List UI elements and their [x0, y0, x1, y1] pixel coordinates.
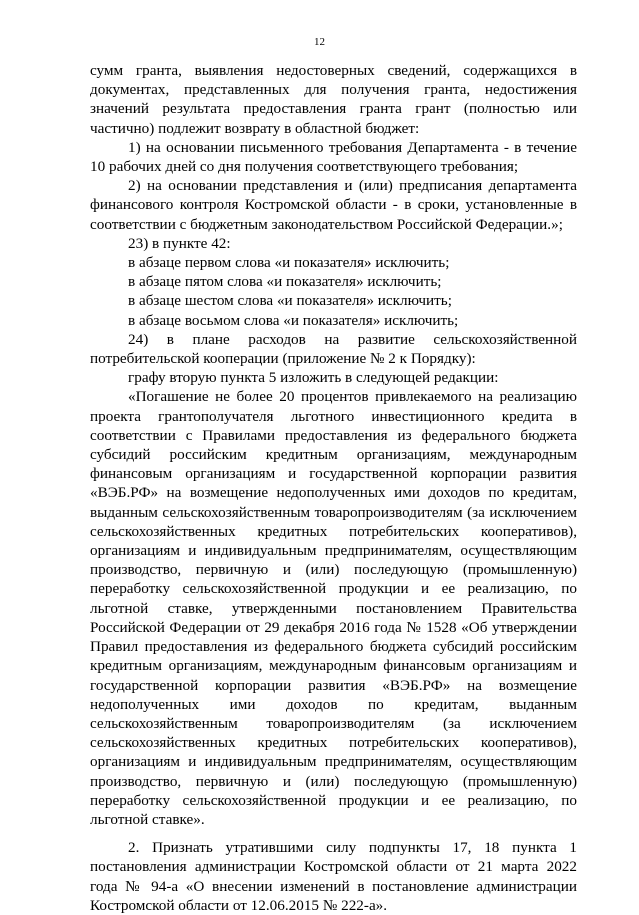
paragraph-sixth-abzac: в абзаце шестом слова «и показателя» исключить; — [128, 292, 452, 310]
paragraph-grant-refund-intro: сумм гранта, выявления недостоверных сведений, содержащихся в документах, представленных для получения гранта, недостижения значений результата предоставления гранта грант (полностью или частично) подлежит возврату в областной бюджет: — [90, 62, 577, 137]
paragraph-eighth-abzac: в абзаце восьмом слова «и показателя» исключить; — [128, 311, 459, 329]
paragraph-repeal: 2. Признать утратившими силу подпункты 17, 18 пункта 1 постановления администрации Костромской области от 21 марта 2022 года № 94-а «О внесении изменений в постановление администрации Костромской области от 12.06.2015 № 222-а». — [90, 839, 577, 914]
paragraph-column-two: графу вторую пункта 5 изложить в следующей редакции: — [128, 369, 499, 387]
paragraph-item-2: 2) на основании представления и (или) предписания департамента финансового контроля Костромской области - в сроки, установленные в соответствии с бюджетным законодательством Российской Федерации.»; — [90, 177, 577, 233]
paragraph-item-24: 24) в плане расходов на развитие сельскохозяйственной потребительской кооперации (приложение № 2 к Порядку): — [90, 330, 577, 368]
document-body — [90, 61, 577, 915]
page-number: 12 — [314, 36, 325, 48]
paragraph-item-23: 23) в пункте 42: — [128, 234, 231, 252]
paragraph-quoted-text: «Погашение не более 20 процентов привлекаемого на реализацию проекта грантополучателя льготного инвестиционного кредита в соответствии с Правилами предоставления из федерального бюджета субсидий российским кредитным организациям, международным финансовым организациям и государственной корпорации развития «ВЭБ.РФ» на возмещение недополученных ими доходов по кредитам, выданным сельскохозяйственным товаропроизводителям (за исключением сельскохозяйственных кредитных потребительских кооперативов), организациям и индивидуальным предпринимателям, осуществляющим производство, первичную и (или) последующую (промышленную) переработку сельскохозяйственной продукции и ее реализацию, по льготной ставке, утвержденными постановлением Правительства Российской Федерации от 29 декабря 2016 года № 1528 «Об утверждении Правил предоставления из федерального бюджета субсидий российским кредитным организациям, международным финансовым организациям и государственной корпорации развития «ВЭБ.РФ» на возмещение недополученных ими доходов по кредитам, выданным сельскохозяйственным товаропроизводителям (за исключением сельскохозяйственных кредитных потребительских кооперативов), организациям и индивидуальным предпринимателям, осуществляющим производство, первичную и (или) последующую (промышленную) переработку сельскохозяйственной продукции и ее реализацию, по льготной ставке». — [90, 388, 577, 828]
paragraph-fifth-abzac: в абзаце пятом слова «и показателя» исключить; — [128, 273, 442, 291]
paragraph-item-1: 1) на основании письменного требования Департамента - в течение 10 рабочих дней со дня получения соответствующего требования; — [90, 138, 577, 176]
paragraph-first-abzac: в абзаце первом слова «и показателя» исключить; — [128, 254, 450, 272]
